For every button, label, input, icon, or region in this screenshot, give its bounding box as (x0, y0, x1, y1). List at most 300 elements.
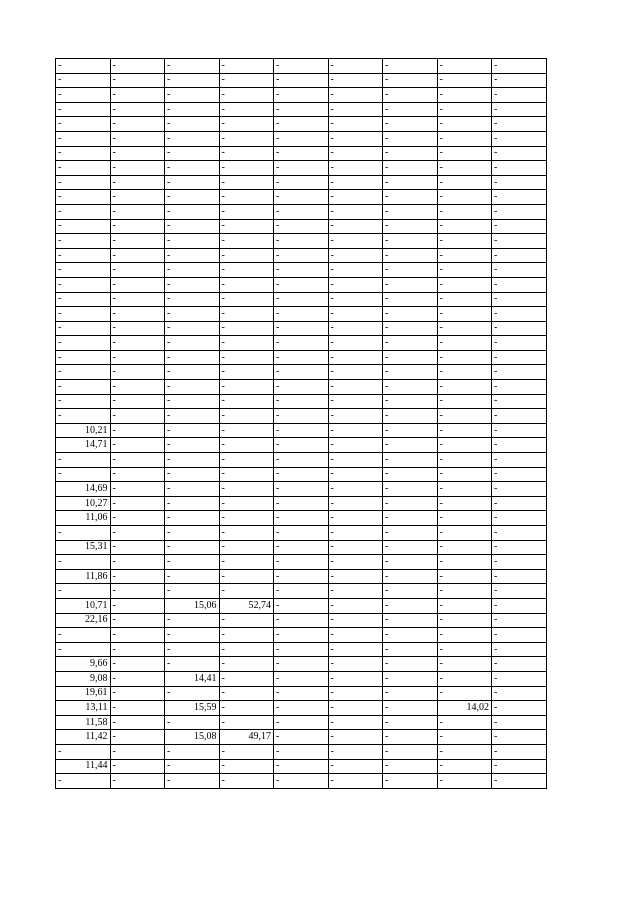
table-cell: - (328, 161, 383, 176)
table-cell: - (219, 701, 274, 716)
table-cell: - (492, 701, 547, 716)
table-cell: - (110, 715, 165, 730)
table-cell: - (328, 686, 383, 701)
table-cell: - (56, 467, 111, 482)
table-row (56, 321, 547, 336)
table-cell: 14,69 (56, 482, 111, 497)
table-row (56, 686, 547, 701)
table-cell: - (437, 423, 492, 438)
table-cell: - (383, 175, 438, 190)
table-cell: - (383, 555, 438, 570)
table-cell: - (219, 642, 274, 657)
table-cell: - (383, 292, 438, 307)
table-cell: - (437, 584, 492, 599)
table-cell: - (274, 161, 329, 176)
table-cell: 11,06 (56, 511, 111, 526)
table-cell: - (110, 321, 165, 336)
table-cell: - (492, 657, 547, 672)
table-cell: - (383, 584, 438, 599)
table-row (56, 453, 547, 468)
table-cell: - (110, 380, 165, 395)
table-cell: - (328, 774, 383, 789)
table-cell: - (492, 117, 547, 132)
table-cell: - (274, 234, 329, 249)
table-cell: - (274, 715, 329, 730)
table-cell: - (437, 307, 492, 322)
table-cell: - (219, 365, 274, 380)
table-cell: - (328, 59, 383, 74)
table-cell: - (274, 146, 329, 161)
table-cell: - (165, 744, 220, 759)
table-cell: - (437, 277, 492, 292)
table-row (56, 540, 547, 555)
table-cell: - (437, 190, 492, 205)
table-cell: - (110, 394, 165, 409)
table-cell: - (274, 744, 329, 759)
table-cell: - (219, 277, 274, 292)
table-row (56, 190, 547, 205)
table-row (56, 584, 547, 599)
table-cell: - (110, 190, 165, 205)
table-cell: - (56, 584, 111, 599)
table-cell: - (110, 774, 165, 789)
table-cell: - (437, 453, 492, 468)
table-cell: - (110, 88, 165, 103)
table-cell: - (383, 628, 438, 643)
table-cell: - (110, 117, 165, 132)
table-row (56, 671, 547, 686)
table-cell: - (274, 350, 329, 365)
table-cell: - (110, 350, 165, 365)
table-cell: - (56, 277, 111, 292)
table-cell: - (383, 102, 438, 117)
table-cell: - (328, 613, 383, 628)
table-cell: - (219, 613, 274, 628)
table-cell: - (492, 102, 547, 117)
table-cell: - (437, 467, 492, 482)
table-cell: - (492, 307, 547, 322)
table-cell: - (328, 190, 383, 205)
table-cell: - (492, 292, 547, 307)
table-cell: - (328, 336, 383, 351)
table-cell: - (328, 715, 383, 730)
table-cell: - (219, 686, 274, 701)
table-cell: 14,71 (56, 438, 111, 453)
table-cell: - (165, 161, 220, 176)
table-cell: - (219, 628, 274, 643)
table-cell: - (56, 526, 111, 541)
table-cell: - (383, 117, 438, 132)
table-cell: - (56, 175, 111, 190)
table-cell: - (110, 482, 165, 497)
table-cell: - (383, 423, 438, 438)
table-cell: - (492, 584, 547, 599)
table-cell: - (328, 540, 383, 555)
table-cell: - (328, 146, 383, 161)
table-row (56, 613, 547, 628)
table-cell: - (165, 394, 220, 409)
table-cell: - (383, 467, 438, 482)
table-cell: - (437, 482, 492, 497)
table-cell: - (383, 234, 438, 249)
table-cell: - (274, 598, 329, 613)
table-cell: - (219, 190, 274, 205)
table-cell: - (110, 701, 165, 716)
table-cell: - (383, 336, 438, 351)
table-cell: - (165, 569, 220, 584)
table-cell: - (492, 175, 547, 190)
table-cell: 10,21 (56, 423, 111, 438)
table-cell: - (56, 380, 111, 395)
table-cell: 14,02 (437, 701, 492, 716)
table-cell: - (219, 569, 274, 584)
table-cell: - (492, 365, 547, 380)
table-cell: - (110, 657, 165, 672)
table-cell: - (383, 204, 438, 219)
table-cell: - (165, 496, 220, 511)
table-cell: - (383, 190, 438, 205)
table-cell: - (274, 248, 329, 263)
table-cell: - (219, 394, 274, 409)
table-cell: - (492, 277, 547, 292)
table-cell: - (274, 569, 329, 584)
table-cell: - (219, 744, 274, 759)
table-cell: - (165, 263, 220, 278)
table-cell: - (492, 744, 547, 759)
table-cell: - (274, 394, 329, 409)
table-cell: 15,31 (56, 540, 111, 555)
table-cell: - (492, 715, 547, 730)
table-cell: - (219, 59, 274, 74)
table-cell: - (383, 131, 438, 146)
table-cell: - (383, 88, 438, 103)
table-cell: - (165, 511, 220, 526)
table-cell: - (274, 555, 329, 570)
table-cell: - (328, 598, 383, 613)
table-cell: - (274, 526, 329, 541)
table-cell: - (219, 263, 274, 278)
table-cell: - (437, 102, 492, 117)
table-cell: - (274, 219, 329, 234)
table-cell: - (492, 671, 547, 686)
table-cell: - (383, 657, 438, 672)
table-cell: - (492, 496, 547, 511)
table-cell: - (328, 467, 383, 482)
table-cell: - (492, 263, 547, 278)
table-cell: - (110, 204, 165, 219)
table-cell: - (383, 277, 438, 292)
table-cell: - (110, 102, 165, 117)
table-cell: - (437, 161, 492, 176)
table-row (56, 336, 547, 351)
table-cell: - (165, 482, 220, 497)
table-row (56, 350, 547, 365)
table-cell: - (437, 569, 492, 584)
table-cell: - (328, 569, 383, 584)
table-cell: - (437, 350, 492, 365)
table-cell: - (383, 482, 438, 497)
table-cell: - (328, 701, 383, 716)
table-cell: - (492, 131, 547, 146)
table-cell: - (328, 453, 383, 468)
table-cell: - (437, 117, 492, 132)
table-cell: - (110, 686, 165, 701)
table-cell: - (165, 204, 220, 219)
table-cell: - (274, 59, 329, 74)
table-cell: - (437, 511, 492, 526)
table-cell: - (56, 409, 111, 424)
table-cell: - (328, 321, 383, 336)
table-cell: - (165, 467, 220, 482)
table-cell: - (328, 248, 383, 263)
table-cell: - (492, 598, 547, 613)
table-row (56, 569, 547, 584)
table-cell: - (110, 555, 165, 570)
table-cell: - (165, 540, 220, 555)
table-cell: - (437, 175, 492, 190)
table-cell: - (110, 453, 165, 468)
table-cell: - (492, 219, 547, 234)
table-cell: - (219, 219, 274, 234)
table-cell: - (110, 409, 165, 424)
table-row (56, 657, 547, 672)
table-cell: 52,74 (219, 598, 274, 613)
table-cell: - (110, 744, 165, 759)
table-cell: - (219, 657, 274, 672)
table-row (56, 409, 547, 424)
table-cell: - (328, 671, 383, 686)
table-cell: - (328, 175, 383, 190)
table-cell: - (219, 526, 274, 541)
table-cell: - (165, 175, 220, 190)
table-cell: - (110, 496, 165, 511)
table-cell: - (274, 131, 329, 146)
table-cell: - (110, 526, 165, 541)
table-cell: - (383, 161, 438, 176)
table-cell: - (274, 117, 329, 132)
table-cell: - (219, 409, 274, 424)
table-cell: - (492, 555, 547, 570)
table-cell: - (110, 248, 165, 263)
table-cell: - (437, 394, 492, 409)
table-cell: - (437, 292, 492, 307)
table-cell: - (110, 175, 165, 190)
table-cell: - (492, 628, 547, 643)
table-cell: - (219, 555, 274, 570)
table-cell: - (110, 671, 165, 686)
table-cell: - (110, 423, 165, 438)
table-cell: - (110, 131, 165, 146)
table-cell: - (274, 73, 329, 88)
table-cell: - (56, 321, 111, 336)
table-cell: - (383, 394, 438, 409)
table-cell: - (274, 380, 329, 395)
table-cell: - (165, 307, 220, 322)
table-row (56, 380, 547, 395)
table-cell: - (165, 190, 220, 205)
table-cell: - (383, 307, 438, 322)
table-cell: - (165, 774, 220, 789)
table-cell: - (110, 628, 165, 643)
table-cell: - (383, 146, 438, 161)
table-cell: - (110, 759, 165, 774)
table-cell: - (328, 482, 383, 497)
table-cell: - (383, 263, 438, 278)
table-row (56, 175, 547, 190)
table-cell: - (437, 730, 492, 745)
table-row (56, 730, 547, 745)
table-cell: - (56, 102, 111, 117)
table-cell: - (56, 219, 111, 234)
table-cell: - (56, 555, 111, 570)
table-cell: - (56, 394, 111, 409)
table-row (56, 744, 547, 759)
table-cell: - (274, 701, 329, 716)
table-cell: - (274, 190, 329, 205)
table-cell: - (56, 336, 111, 351)
table-cell: - (219, 131, 274, 146)
table-cell: 49,17 (219, 730, 274, 745)
table-cell: - (274, 453, 329, 468)
table-cell: - (437, 131, 492, 146)
table-cell: - (383, 569, 438, 584)
table-cell: - (437, 234, 492, 249)
table-cell: - (492, 759, 547, 774)
table-cell: - (492, 526, 547, 541)
table-cell: 11,58 (56, 715, 111, 730)
table-cell: - (492, 350, 547, 365)
table-cell: - (492, 73, 547, 88)
table-cell: - (492, 453, 547, 468)
table-cell: - (219, 482, 274, 497)
table-cell: 15,08 (165, 730, 220, 745)
table-cell: - (274, 657, 329, 672)
table-cell: - (383, 701, 438, 716)
table-cell: - (219, 234, 274, 249)
table-cell: - (165, 365, 220, 380)
table-cell: - (437, 686, 492, 701)
table-cell: - (492, 511, 547, 526)
table-cell: - (56, 453, 111, 468)
table-cell: - (165, 59, 220, 74)
table-cell: - (383, 540, 438, 555)
table-cell: - (383, 686, 438, 701)
table-cell: - (219, 336, 274, 351)
table-cell: - (219, 350, 274, 365)
table-row (56, 161, 547, 176)
table-cell: - (219, 540, 274, 555)
table-row (56, 307, 547, 322)
table-cell: - (165, 117, 220, 132)
table-cell: - (383, 759, 438, 774)
table-cell: - (274, 730, 329, 745)
table-cell: - (492, 569, 547, 584)
table-cell: - (328, 350, 383, 365)
table-cell: - (56, 248, 111, 263)
table-cell: - (437, 744, 492, 759)
table-cell: - (274, 584, 329, 599)
table-cell: - (383, 453, 438, 468)
table-cell: - (110, 161, 165, 176)
table-row (56, 88, 547, 103)
table-cell: - (219, 453, 274, 468)
table-cell: - (328, 511, 383, 526)
table-cell: - (56, 263, 111, 278)
table-cell: - (274, 613, 329, 628)
table-cell: - (492, 336, 547, 351)
table-cell: - (110, 146, 165, 161)
table-cell: - (383, 496, 438, 511)
table-cell: 11,86 (56, 569, 111, 584)
table-cell: - (328, 555, 383, 570)
spreadsheet-body (56, 59, 547, 789)
table-cell: - (437, 496, 492, 511)
table-cell: - (165, 88, 220, 103)
table-cell: - (165, 146, 220, 161)
table-cell: - (110, 511, 165, 526)
table-row (56, 59, 547, 74)
table-cell: - (383, 219, 438, 234)
table-cell: - (492, 774, 547, 789)
table-cell: - (219, 438, 274, 453)
table-cell: - (328, 438, 383, 453)
table-cell: - (165, 277, 220, 292)
table-cell: - (56, 234, 111, 249)
table-cell: - (274, 365, 329, 380)
table-cell: - (383, 642, 438, 657)
table-cell: - (383, 380, 438, 395)
table-cell: - (219, 102, 274, 117)
table-cell: - (492, 540, 547, 555)
table-row (56, 292, 547, 307)
table-cell: - (383, 73, 438, 88)
table-cell: - (56, 161, 111, 176)
table-cell: - (56, 350, 111, 365)
table-cell: - (492, 423, 547, 438)
table-row (56, 496, 547, 511)
table-cell: - (492, 438, 547, 453)
table-row (56, 467, 547, 482)
table-cell: - (110, 59, 165, 74)
table-cell: - (328, 204, 383, 219)
table-cell: - (274, 511, 329, 526)
table-cell: - (274, 438, 329, 453)
table-cell: - (274, 642, 329, 657)
table-cell: - (437, 540, 492, 555)
table-cell: - (165, 350, 220, 365)
table-cell: - (274, 671, 329, 686)
spreadsheet-table (55, 58, 547, 789)
table-cell: 10,71 (56, 598, 111, 613)
table-cell: - (110, 263, 165, 278)
table-cell: - (219, 248, 274, 263)
table-cell: - (165, 409, 220, 424)
table-cell: - (437, 146, 492, 161)
table-cell: - (383, 526, 438, 541)
table-cell: - (383, 744, 438, 759)
table-cell: - (328, 584, 383, 599)
table-cell: - (383, 438, 438, 453)
table-cell: - (383, 59, 438, 74)
table-cell: - (328, 292, 383, 307)
table-cell: - (110, 336, 165, 351)
table-row (56, 394, 547, 409)
table-cell: - (328, 409, 383, 424)
table-cell: - (328, 496, 383, 511)
table-cell: - (56, 88, 111, 103)
table-cell: - (383, 730, 438, 745)
table-cell: - (437, 380, 492, 395)
